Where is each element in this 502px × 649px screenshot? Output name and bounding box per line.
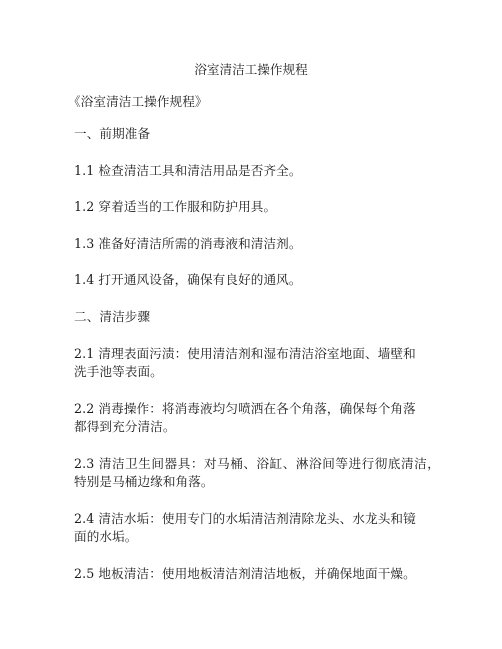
document-title: 浴室清洁工操作规程	[194, 62, 308, 77]
list-item: 2.3 清洁卫生间器具：对马桶、浴缸、淋浴间等进行彻底清洁，	[74, 456, 440, 471]
list-item: 1.2 穿着适当的工作服和防护用具。	[74, 199, 277, 214]
list-item-continuation: 都得到充分清洁。	[74, 419, 176, 434]
list-item-continuation: 洗手池等表面。	[74, 364, 163, 379]
section-heading-preparation: 一、前期准备	[74, 126, 151, 141]
section-heading-steps: 二、清洁步骤	[74, 309, 151, 324]
list-item: 2.4 清洁水垢：使用专门的水垢清洁剂清除龙头、水龙头和镜	[74, 511, 416, 526]
list-item: 2.5 地板清洁：使用地板清洁剂清洁地板，并确保地面干燥。	[74, 566, 416, 581]
list-item: 1.3 准备好清洁所需的消毒液和清洁剂。	[74, 236, 302, 251]
list-item-continuation: 面的水垢。	[74, 529, 138, 544]
list-item: 1.1 检查清洁工具和清洁用品是否齐全。	[74, 163, 302, 178]
list-item: 2.1 清理表面污渍：使用清洁剂和湿布清洁浴室地面、墙壁和	[74, 346, 416, 361]
list-item: 2.2 消毒操作：将消毒液均匀喷洒在各个角落，确保每个角落	[74, 401, 416, 416]
document-subtitle: 《浴室清洁工操作规程》	[68, 94, 208, 109]
list-item-continuation: 特别是马桶边缘和角落。	[74, 474, 214, 489]
list-item: 1.4 打开通风设备，确保有良好的通风。	[74, 272, 302, 287]
